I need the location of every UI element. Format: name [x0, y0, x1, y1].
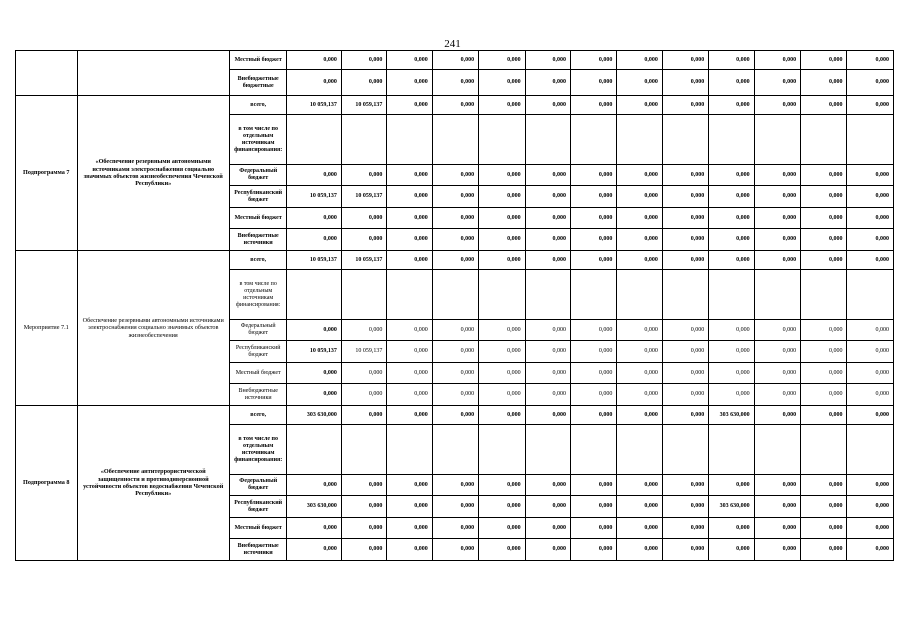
value-cell: 303 630,000	[287, 406, 341, 425]
value-cell	[801, 270, 847, 320]
value-cell: 0,000	[801, 96, 847, 115]
value-cell: 0,000	[341, 363, 386, 384]
value-cell: 0,000	[662, 496, 708, 518]
value-cell: 0,000	[847, 496, 894, 518]
value-cell: 0,000	[801, 165, 847, 186]
value-cell	[709, 425, 754, 475]
value-cell: 0,000	[432, 539, 478, 561]
value-cell: 0,000	[617, 406, 662, 425]
value-cell: 0,000	[801, 186, 847, 208]
value-cell: 0,000	[709, 96, 754, 115]
value-cell: 0,000	[662, 186, 708, 208]
source-label-cell: Внебюджетные источники	[229, 539, 287, 561]
value-cell: 0,000	[662, 539, 708, 561]
value-cell	[525, 270, 570, 320]
value-cell: 0,000	[287, 475, 341, 496]
value-cell	[754, 425, 800, 475]
value-cell: 0,000	[709, 518, 754, 539]
value-cell: 0,000	[479, 96, 525, 115]
value-cell: 0,000	[570, 363, 616, 384]
value-cell: 0,000	[662, 51, 708, 70]
value-cell	[847, 115, 894, 165]
value-cell: 0,000	[479, 186, 525, 208]
value-cell: 0,000	[387, 384, 432, 406]
value-cell: 0,000	[387, 251, 432, 270]
source-label-cell: Внебюджетные источники	[229, 384, 287, 406]
value-cell: 0,000	[570, 518, 616, 539]
value-cell: 0,000	[570, 539, 616, 561]
value-cell	[479, 115, 525, 165]
value-cell: 0,000	[847, 518, 894, 539]
value-cell: 0,000	[570, 406, 616, 425]
program-code-cell: Мероприятие 7.1	[16, 251, 78, 406]
value-cell: 0,000	[432, 384, 478, 406]
value-cell: 0,000	[801, 51, 847, 70]
value-cell: 0,000	[754, 208, 800, 229]
value-cell: 0,000	[287, 363, 341, 384]
value-cell: 0,000	[617, 165, 662, 186]
value-cell: 0,000	[341, 475, 386, 496]
value-cell: 0,000	[617, 229, 662, 251]
value-cell: 0,000	[525, 341, 570, 363]
value-cell	[617, 425, 662, 475]
value-cell: 0,000	[570, 70, 616, 96]
value-cell: 0,000	[754, 475, 800, 496]
value-cell: 0,000	[525, 229, 570, 251]
value-cell	[801, 425, 847, 475]
value-cell: 0,000	[479, 70, 525, 96]
page-number: 241	[444, 38, 461, 50]
value-cell: 0,000	[525, 384, 570, 406]
value-cell: 0,000	[754, 406, 800, 425]
value-cell: 0,000	[525, 186, 570, 208]
value-cell	[432, 270, 478, 320]
value-cell	[341, 115, 386, 165]
value-cell: 0,000	[617, 363, 662, 384]
value-cell: 0,000	[570, 51, 616, 70]
value-cell: 0,000	[570, 475, 616, 496]
source-label-cell: в том числе по отдельным источникам финансирования:	[229, 115, 287, 165]
value-cell: 0,000	[617, 320, 662, 341]
value-cell: 0,000	[479, 363, 525, 384]
value-cell: 0,000	[617, 475, 662, 496]
value-cell: 0,000	[847, 70, 894, 96]
value-cell: 0,000	[801, 475, 847, 496]
value-cell: 0,000	[847, 384, 894, 406]
value-cell	[570, 270, 616, 320]
budget-table	[15, 50, 894, 561]
value-cell: 0,000	[387, 320, 432, 341]
value-cell: 0,000	[847, 406, 894, 425]
value-cell: 0,000	[709, 251, 754, 270]
value-cell: 0,000	[525, 496, 570, 518]
value-cell: 0,000	[754, 384, 800, 406]
value-cell: 0,000	[617, 96, 662, 115]
value-cell: 0,000	[432, 406, 478, 425]
program-name-cell: «Обеспечение антитеррористической защищенности и противодиверсионной устойчивости объектов водоснабжения Чеченской Республики»	[77, 406, 229, 561]
value-cell	[709, 270, 754, 320]
value-cell: 0,000	[479, 496, 525, 518]
value-cell: 0,000	[847, 96, 894, 115]
value-cell: 0,000	[387, 406, 432, 425]
program-name-cell: «Обеспечение резервными автономными источниками электроснабжения социально значимых объектов жизнеобеспечения Чеченской Республики»	[77, 96, 229, 251]
value-cell: 0,000	[709, 320, 754, 341]
value-cell: 0,000	[387, 186, 432, 208]
value-cell: 0,000	[287, 320, 341, 341]
value-cell: 0,000	[570, 165, 616, 186]
value-cell: 0,000	[479, 539, 525, 561]
value-cell: 10 059,137	[341, 186, 386, 208]
value-cell	[341, 270, 386, 320]
value-cell: 0,000	[754, 186, 800, 208]
value-cell: 0,000	[525, 251, 570, 270]
value-cell: 0,000	[479, 51, 525, 70]
value-cell	[847, 270, 894, 320]
value-cell	[662, 115, 708, 165]
value-cell	[709, 115, 754, 165]
value-cell: 0,000	[387, 70, 432, 96]
value-cell: 0,000	[617, 70, 662, 96]
value-cell: 0,000	[387, 363, 432, 384]
value-cell: 0,000	[432, 165, 478, 186]
value-cell	[479, 270, 525, 320]
value-cell: 0,000	[570, 96, 616, 115]
source-label-cell: Внебюджетные источники	[229, 229, 287, 251]
value-cell	[754, 115, 800, 165]
source-label-cell: Республиканский бюджет	[229, 496, 287, 518]
value-cell: 0,000	[287, 518, 341, 539]
value-cell: 0,000	[662, 251, 708, 270]
value-cell: 0,000	[570, 251, 616, 270]
value-cell: 0,000	[525, 165, 570, 186]
table-row	[16, 51, 894, 70]
value-cell: 0,000	[801, 539, 847, 561]
value-cell: 0,000	[287, 539, 341, 561]
value-cell: 0,000	[341, 384, 386, 406]
value-cell: 0,000	[479, 341, 525, 363]
value-cell: 303 630,000	[709, 406, 754, 425]
value-cell: 0,000	[525, 518, 570, 539]
value-cell: 0,000	[662, 96, 708, 115]
value-cell: 0,000	[801, 70, 847, 96]
value-cell: 0,000	[662, 518, 708, 539]
value-cell: 0,000	[432, 518, 478, 539]
value-cell: 0,000	[432, 496, 478, 518]
value-cell: 0,000	[525, 208, 570, 229]
value-cell	[662, 425, 708, 475]
value-cell	[387, 270, 432, 320]
source-label-cell: всего,	[229, 96, 287, 115]
value-cell: 0,000	[847, 539, 894, 561]
program-name-cell	[77, 51, 229, 96]
source-label-cell: Федеральный бюджет	[229, 475, 287, 496]
table-row	[16, 406, 894, 425]
value-cell: 0,000	[754, 165, 800, 186]
value-cell: 0,000	[617, 384, 662, 406]
value-cell: 0,000	[432, 363, 478, 384]
source-label-cell: Республиканский бюджет	[229, 186, 287, 208]
value-cell: 0,000	[525, 320, 570, 341]
value-cell: 0,000	[709, 186, 754, 208]
value-cell: 0,000	[847, 475, 894, 496]
value-cell: 0,000	[387, 496, 432, 518]
value-cell: 0,000	[432, 186, 478, 208]
value-cell: 0,000	[479, 165, 525, 186]
value-cell: 0,000	[341, 229, 386, 251]
value-cell: 0,000	[570, 341, 616, 363]
value-cell: 0,000	[801, 496, 847, 518]
value-cell: 0,000	[754, 341, 800, 363]
value-cell: 0,000	[570, 320, 616, 341]
value-cell: 0,000	[617, 496, 662, 518]
value-cell: 0,000	[709, 51, 754, 70]
value-cell: 0,000	[662, 320, 708, 341]
value-cell: 0,000	[432, 320, 478, 341]
value-cell: 0,000	[432, 229, 478, 251]
value-cell: 0,000	[617, 186, 662, 208]
value-cell: 0,000	[754, 51, 800, 70]
value-cell	[432, 115, 478, 165]
value-cell: 0,000	[341, 320, 386, 341]
value-cell: 0,000	[525, 406, 570, 425]
value-cell: 0,000	[617, 539, 662, 561]
value-cell: 0,000	[479, 406, 525, 425]
value-cell: 0,000	[801, 406, 847, 425]
value-cell: 0,000	[847, 208, 894, 229]
source-label-cell: Местный бюджет	[229, 363, 287, 384]
value-cell: 0,000	[387, 539, 432, 561]
value-cell: 0,000	[754, 70, 800, 96]
value-cell: 0,000	[754, 539, 800, 561]
source-label-cell: Федеральный бюджет	[229, 320, 287, 341]
source-label-cell: всего,	[229, 251, 287, 270]
value-cell: 0,000	[387, 475, 432, 496]
value-cell	[525, 115, 570, 165]
value-cell: 0,000	[387, 518, 432, 539]
value-cell: 0,000	[341, 51, 386, 70]
value-cell: 0,000	[432, 475, 478, 496]
value-cell: 0,000	[387, 51, 432, 70]
value-cell: 0,000	[432, 96, 478, 115]
value-cell	[617, 270, 662, 320]
source-label-cell: Федеральный бюджет	[229, 165, 287, 186]
value-cell: 0,000	[847, 229, 894, 251]
value-cell: 0,000	[287, 208, 341, 229]
value-cell: 0,000	[754, 518, 800, 539]
value-cell	[432, 425, 478, 475]
value-cell: 0,000	[479, 320, 525, 341]
value-cell: 0,000	[709, 165, 754, 186]
value-cell: 303 630,000	[287, 496, 341, 518]
value-cell: 0,000	[801, 229, 847, 251]
value-cell: 0,000	[387, 165, 432, 186]
value-cell: 0,000	[801, 251, 847, 270]
value-cell: 0,000	[387, 208, 432, 229]
value-cell: 10 059,137	[287, 96, 341, 115]
program-code-cell	[16, 51, 78, 96]
value-cell: 0,000	[801, 518, 847, 539]
source-label-cell: в том числе по отдельным источникам финансирования:	[229, 425, 287, 475]
value-cell: 0,000	[570, 229, 616, 251]
value-cell: 0,000	[479, 518, 525, 539]
value-cell	[617, 115, 662, 165]
value-cell: 0,000	[617, 341, 662, 363]
value-cell: 0,000	[801, 363, 847, 384]
value-cell: 0,000	[709, 384, 754, 406]
value-cell: 0,000	[709, 475, 754, 496]
value-cell: 0,000	[432, 251, 478, 270]
value-cell: 0,000	[847, 51, 894, 70]
value-cell	[847, 425, 894, 475]
value-cell: 0,000	[847, 363, 894, 384]
value-cell: 0,000	[525, 70, 570, 96]
value-cell: 0,000	[754, 96, 800, 115]
source-label-cell: Республиканский бюджет	[229, 341, 287, 363]
value-cell: 0,000	[754, 320, 800, 341]
value-cell: 0,000	[847, 341, 894, 363]
value-cell: 0,000	[847, 186, 894, 208]
value-cell: 0,000	[287, 165, 341, 186]
value-cell: 0,000	[525, 539, 570, 561]
value-cell: 0,000	[662, 363, 708, 384]
source-label-cell: Внебюджетные бюджетные	[229, 70, 287, 96]
value-cell: 0,000	[525, 51, 570, 70]
value-cell	[287, 425, 341, 475]
value-cell: 0,000	[662, 406, 708, 425]
value-cell: 0,000	[287, 229, 341, 251]
source-label-cell: Местный бюджет	[229, 208, 287, 229]
value-cell	[662, 270, 708, 320]
value-cell: 0,000	[754, 363, 800, 384]
value-cell	[341, 425, 386, 475]
value-cell	[287, 115, 341, 165]
value-cell: 10 059,137	[341, 251, 386, 270]
value-cell: 0,000	[709, 363, 754, 384]
value-cell: 0,000	[341, 539, 386, 561]
source-label-cell: всего,	[229, 406, 287, 425]
value-cell: 0,000	[662, 341, 708, 363]
value-cell: 0,000	[662, 475, 708, 496]
value-cell: 0,000	[570, 384, 616, 406]
table-row	[16, 96, 894, 115]
value-cell: 0,000	[709, 208, 754, 229]
value-cell: 0,000	[801, 384, 847, 406]
value-cell: 0,000	[387, 341, 432, 363]
value-cell: 0,000	[847, 251, 894, 270]
value-cell: 0,000	[617, 208, 662, 229]
value-cell	[387, 425, 432, 475]
value-cell: 0,000	[570, 496, 616, 518]
value-cell: 0,000	[432, 341, 478, 363]
value-cell: 0,000	[341, 406, 386, 425]
source-label-cell: в том числе по отдельным источникам финансирования:	[229, 270, 287, 320]
value-cell: 10 059,137	[287, 186, 341, 208]
value-cell: 0,000	[754, 251, 800, 270]
value-cell: 0,000	[287, 70, 341, 96]
value-cell: 0,000	[341, 165, 386, 186]
value-cell: 0,000	[387, 96, 432, 115]
value-cell: 0,000	[287, 51, 341, 70]
value-cell: 0,000	[525, 475, 570, 496]
value-cell: 10 059,137	[341, 96, 386, 115]
value-cell: 0,000	[847, 165, 894, 186]
value-cell: 0,000	[709, 70, 754, 96]
value-cell: 0,000	[754, 496, 800, 518]
value-cell: 0,000	[341, 70, 386, 96]
value-cell: 303 630,000	[709, 496, 754, 518]
value-cell: 0,000	[754, 229, 800, 251]
value-cell: 10 059,137	[287, 341, 341, 363]
table-row	[16, 251, 894, 270]
value-cell: 0,000	[432, 208, 478, 229]
value-cell: 0,000	[341, 496, 386, 518]
value-cell	[801, 115, 847, 165]
value-cell: 0,000	[617, 518, 662, 539]
value-cell: 0,000	[341, 518, 386, 539]
value-cell: 0,000	[662, 165, 708, 186]
value-cell: 0,000	[479, 208, 525, 229]
program-code-cell: Подпрограмма 8	[16, 406, 78, 561]
value-cell: 0,000	[479, 229, 525, 251]
value-cell: 0,000	[801, 341, 847, 363]
value-cell: 0,000	[801, 208, 847, 229]
value-cell: 0,000	[847, 320, 894, 341]
value-cell: 0,000	[617, 51, 662, 70]
source-label-cell: Местный бюджет	[229, 51, 287, 70]
value-cell: 0,000	[617, 251, 662, 270]
value-cell: 10 059,137	[341, 341, 386, 363]
value-cell: 0,000	[709, 229, 754, 251]
program-name-cell: Обеспечение резервными автономными источниками электроснабжения социально значимых объектов жизнеобеспечения	[77, 251, 229, 406]
value-cell: 0,000	[432, 70, 478, 96]
value-cell: 10 059,137	[287, 251, 341, 270]
value-cell	[570, 425, 616, 475]
value-cell: 0,000	[801, 320, 847, 341]
value-cell: 0,000	[570, 186, 616, 208]
value-cell: 0,000	[525, 363, 570, 384]
value-cell: 0,000	[662, 384, 708, 406]
value-cell: 0,000	[479, 384, 525, 406]
value-cell: 0,000	[662, 70, 708, 96]
value-cell: 0,000	[662, 229, 708, 251]
value-cell: 0,000	[570, 208, 616, 229]
value-cell	[387, 115, 432, 165]
source-label-cell: Местный бюджет	[229, 518, 287, 539]
value-cell	[525, 425, 570, 475]
value-cell: 0,000	[662, 208, 708, 229]
value-cell	[754, 270, 800, 320]
value-cell: 0,000	[525, 96, 570, 115]
value-cell: 0,000	[709, 539, 754, 561]
program-code-cell: Подпрограмма 7	[16, 96, 78, 251]
value-cell	[287, 270, 341, 320]
value-cell	[570, 115, 616, 165]
value-cell: 0,000	[709, 341, 754, 363]
value-cell: 0,000	[287, 384, 341, 406]
value-cell: 0,000	[387, 229, 432, 251]
value-cell: 0,000	[432, 51, 478, 70]
value-cell	[479, 425, 525, 475]
value-cell: 0,000	[341, 208, 386, 229]
value-cell: 0,000	[479, 251, 525, 270]
value-cell: 0,000	[479, 475, 525, 496]
